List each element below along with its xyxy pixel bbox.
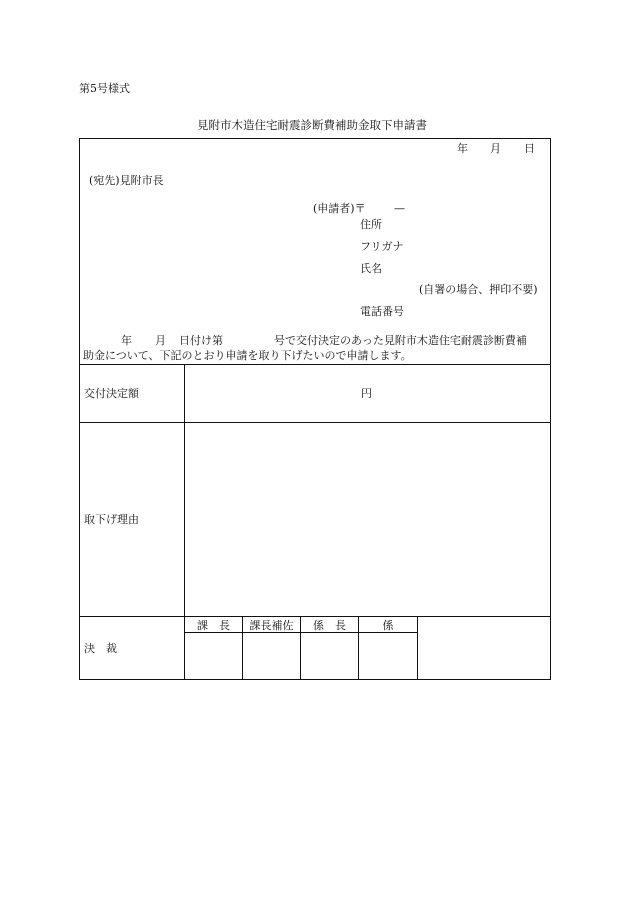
approval-col-staff: 係 xyxy=(382,619,394,632)
reason-label: 取下げ理由 xyxy=(84,513,139,526)
approval-label: 決 裁 xyxy=(84,642,117,655)
statement-year: 年 xyxy=(121,334,132,347)
approval-divider-4 xyxy=(417,616,418,680)
furigana-label: フリガナ xyxy=(360,240,404,253)
date-day: 日 xyxy=(524,142,535,155)
approval-col-deputy-chief: 課長補佐 xyxy=(249,619,294,632)
seal-note: (自署の場合、押印不要) xyxy=(419,283,538,296)
phone-label: 電話番号 xyxy=(360,305,404,318)
applicant-label: (申請者)〒 xyxy=(313,202,366,215)
grant-amount-label: 交付決定額 xyxy=(84,387,139,400)
statement-day-ref: 日付け第 xyxy=(179,334,223,347)
divider-reason xyxy=(79,616,551,617)
statement-month: 月 xyxy=(155,334,166,347)
date-month: 月 xyxy=(490,142,501,155)
approval-col-unit-chief: 係 長 xyxy=(313,619,346,632)
divider-statement xyxy=(79,364,551,365)
date-year: 年 xyxy=(457,142,468,155)
approval-col-section-chief: 課 長 xyxy=(197,619,230,632)
application-form xyxy=(79,138,551,680)
label-column-divider xyxy=(184,364,185,680)
statement-line1-rest: 号で交付決定のあった見附市木造住宅耐震診断費補 xyxy=(274,334,527,347)
address-label: 住所 xyxy=(360,218,382,231)
statement-line2: 助金について、下記のとおり申請を取り下げたいので申請します。 xyxy=(83,349,412,362)
addressee: (宛先)見附市長 xyxy=(89,174,164,187)
form-number: 第5号様式 xyxy=(79,82,130,95)
postal-dash: — xyxy=(394,202,405,215)
divider-grant xyxy=(79,422,551,423)
document-title: 見附市木造住宅耐震診断費補助金取下申請書 xyxy=(197,118,427,132)
grant-amount-yen: 円 xyxy=(361,387,372,400)
name-label: 氏名 xyxy=(360,262,382,275)
